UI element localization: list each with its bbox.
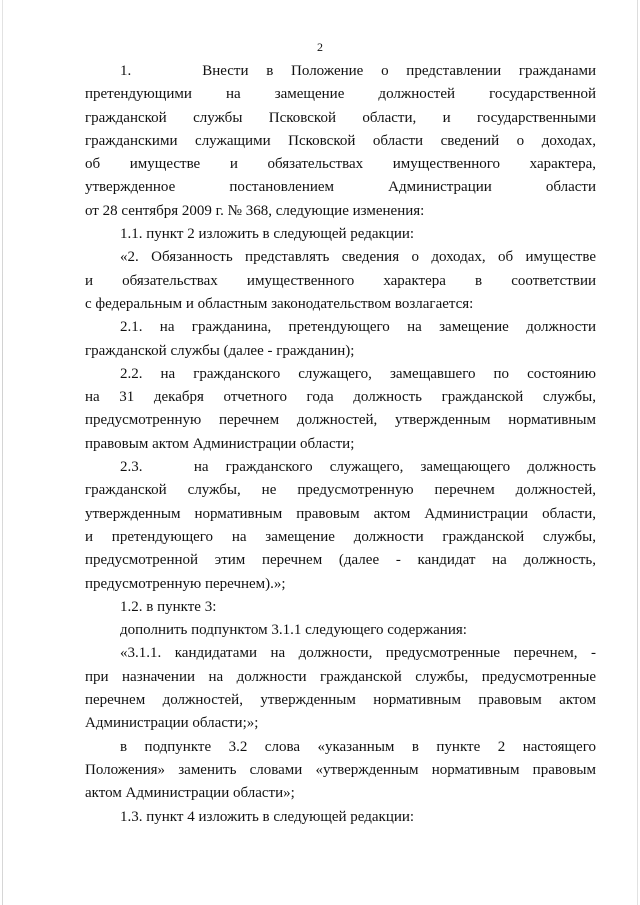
text-line: дополнить подпунктом 3.1.1 следующего содержания:: [120, 622, 467, 639]
text-line: 2.1. на гражданина, претендующего на замещение должности: [120, 319, 596, 336]
text-line: гражданской службы (далее - гражданин);: [85, 342, 355, 359]
text-line: «2. Обязанность представлять сведения о доходах, об имуществе: [120, 249, 596, 266]
text-line: утвержденным нормативным правовым актом Администрации области,: [85, 505, 596, 522]
text-line: предусмотренной этим перечнем (далее - кандидат на должность,: [85, 552, 596, 569]
text-line: от 28 сентября 2009 г. № 368, следующие изменения:: [85, 202, 425, 219]
text-line: 1.2. в пункте 3:: [120, 598, 217, 615]
text-line: предусмотренную перечнем должностей, утвержденным нормативным: [85, 412, 596, 429]
text-line: гражданскими служащими Псковской области сведений о доходах,: [85, 132, 596, 149]
text-line: Администрации области;»;: [85, 715, 259, 732]
text-line: и обязательствах имущественного характера в соответствии: [85, 272, 596, 289]
text-line: при назначении на должности гражданской службы, предусмотренные: [85, 668, 596, 685]
document-body: [85, 60, 596, 829]
scan-edge-right: [637, 0, 638, 905]
text-line: 1.1. пункт 2 изложить в следующей редакции:: [120, 226, 415, 243]
text-line: утвержденное постановлением Администрации области: [85, 179, 596, 196]
text-line: Положения» заменить словами «утвержденным нормативным правовым: [85, 761, 596, 778]
text-line: 2.2. на гражданского служащего, замещавшего по состоянию: [120, 365, 596, 382]
text-line: об имуществе и обязательствах имущественного характера,: [85, 156, 596, 173]
text-line: в подпункте 3.2 слова «указанным в пункте 2 настоящего: [120, 738, 596, 755]
text-line: 1. Внести в Положение о представлении гражданами: [120, 63, 596, 79]
text-line: правовым актом Администрации области;: [85, 435, 355, 452]
text-line: гражданской службы, не предусмотренную перечнем должностей,: [85, 482, 596, 499]
text-line: предусмотренную перечнем).»;: [85, 575, 286, 592]
text-line: претендующими на замещение должностей государственной: [85, 86, 596, 103]
text-line: актом Администрации области»;: [85, 785, 295, 802]
text-line: «3.1.1. кандидатами на должности, предусмотренные перечнем, -: [120, 645, 596, 662]
page-number: 2: [317, 40, 323, 54]
text-line: гражданской службы Псковской области, и государственными: [85, 109, 596, 126]
text-line: перечнем должностей, утвержденным нормативным правовым актом: [85, 692, 596, 709]
text-line: с федеральным и областным законодательством возлагается:: [85, 295, 474, 312]
text-line: 2.3. на гражданского служащего, замещающего должность: [120, 459, 596, 476]
text-line: и претендующего на замещение должности гражданской службы,: [85, 528, 596, 545]
scan-edge-left: [2, 0, 3, 905]
text-line: 1.3. пункт 4 изложить в следующей редакции:: [120, 808, 415, 825]
text-line: на 31 декабря отчетного года должность гражданской службы,: [85, 389, 596, 406]
